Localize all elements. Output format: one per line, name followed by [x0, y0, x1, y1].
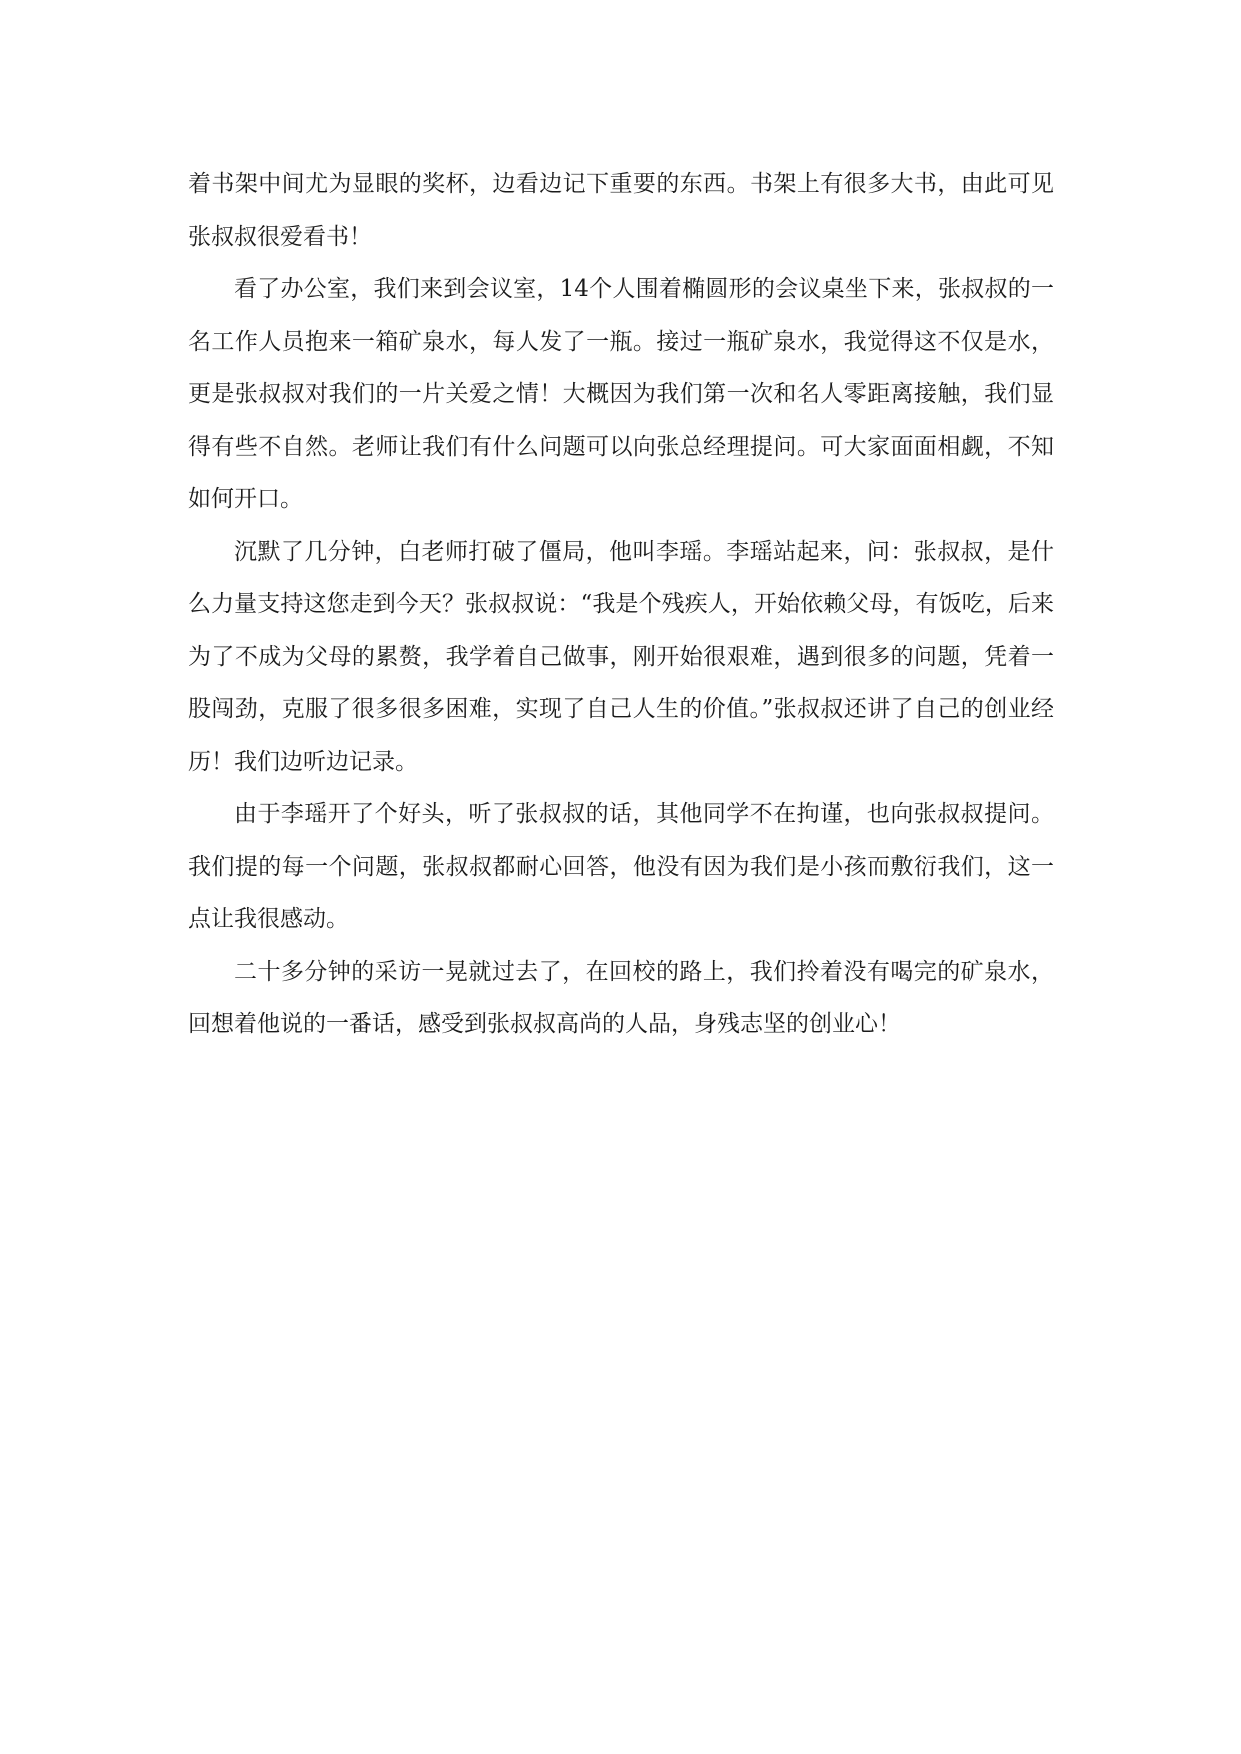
paragraph-more-questions: 由于李瑶开了个好头，听了张叔叔的话，其他同学不在拘谨，也向张叔叔提问。我们提的每一个问题，张叔叔都耐心回答，他没有因为我们是小孩而敷衍我们，这一点让我很感动。	[188, 801, 1054, 932]
paragraph-conclusion: 二十多分钟的采访一晃就过去了，在回校的路上，我们拎着没有喝完的矿泉水，回想着他说的一番话，感受到张叔叔高尚的人品，身残志坚的创业心！	[188, 958, 1054, 1037]
paragraph-meeting-room: 看了办公室，我们来到会议室，14个人围着椭圆形的会议桌坐下来，张叔叔的一名工作人员抱来一箱矿泉水，每人发了一瓶。接过一瓶矿泉水，我觉得这不仅是水，更是张叔叔对我们的一片关爱之情！大概因为我们第一次和名人零距离接触，我们显得有些不自然。老师让我们有什么问题可以向张总经理提问。可大家面面相觑，不知如何开口。	[188, 276, 1054, 512]
document-body	[188, 158, 1054, 1051]
paragraph-continuation: 着书架中间尤为显眼的奖杯，边看边记下重要的东西。书架上有很多大书，由此可见张叔叔很爱看书！	[188, 171, 1054, 250]
paragraph-first-question: 沉默了几分钟，白老师打破了僵局，他叫李瑶。李瑶站起来，问：张叔叔，是什么力量支持这您走到今天？张叔叔说：“我是个残疾人，开始依赖父母，有饭吃，后来为了不成为父母的累赘，我学着自己做事，刚开始很艰难，遇到很多的问题，凭着一股闯劲，克服了很多很多困难，实现了自己人生的价值。”张叔叔还讲了自己的创业经历！我们边听边记录。	[188, 538, 1054, 775]
